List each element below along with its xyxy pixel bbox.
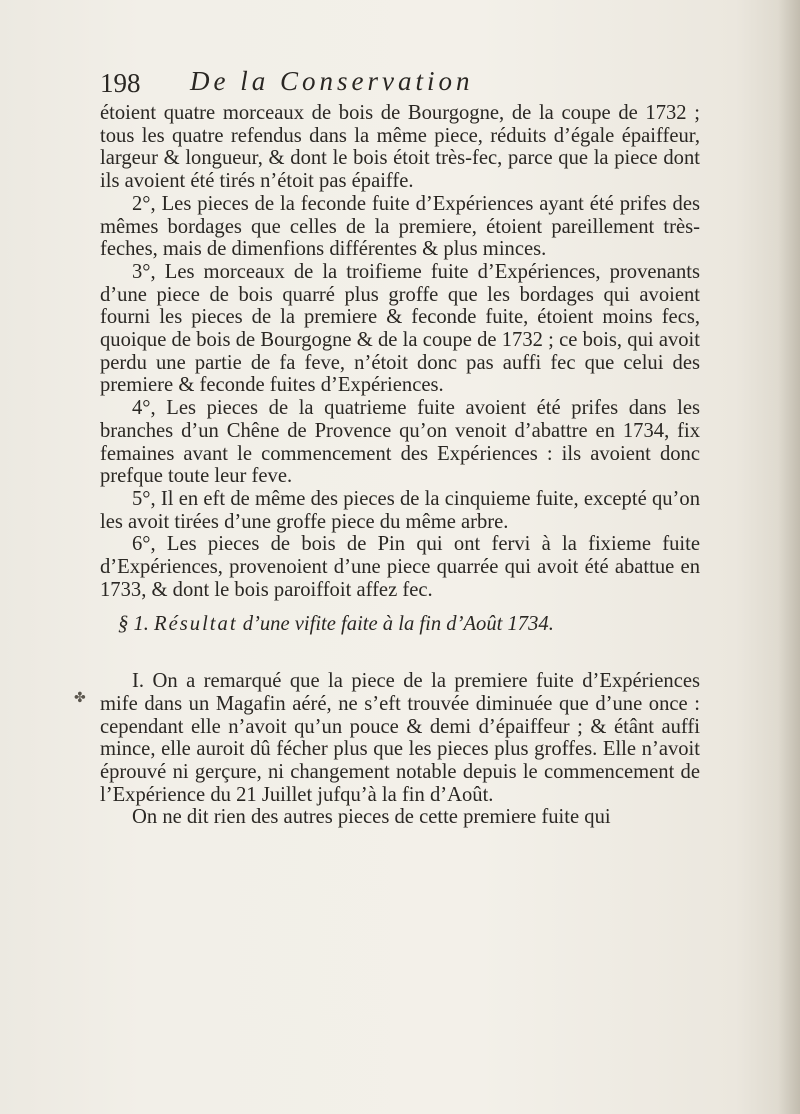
paragraph-item-2: 2°, Les pieces de la feconde fuite d’Expériences ayant été prifes des mêmes bordages que celles de la premiere, étoient pareillement très-feches, mais de dimenfions différentes & plus minces.	[100, 192, 700, 261]
paragraph-item-5: 5°, Il en eft de même des pieces de la cinquieme fuite, excepté qu’on les avoit tirées d’une groffe piece du même arbre.	[100, 487, 700, 533]
paragraph-item-6: 6°, Les pieces de bois de Pin qui ont fervi à la fixieme fuite d’Expériences, provenoient d’une piece quarrée qui avoit été abattue en 1733, & dont le bois paroiffoit affez fec.	[100, 533, 700, 601]
paragraph-result-2: On ne dit rien des autres pieces de cette premiere fuite qui	[132, 806, 611, 829]
section-title-rest: d’une vifite faite à la fin d’Août 1734.	[242, 613, 554, 636]
page-number: 198	[100, 68, 141, 98]
body-text	[100, 102, 700, 829]
running-title: De la Conservation	[190, 66, 474, 96]
paragraph-continuation: étoient quatre morceaux de bois de Bourgogne, de la coupe de 1732 ; tous les quatre refendus dans la même piece, réduits d’égale épaiffeur, largeur & longueur, & dont le bois étoit très-fec, parce que la piece dont ils avoient été tirés n’étoit pas épaiffe.	[100, 102, 700, 193]
paragraph-item-4: 4°, Les pieces de la quatrieme fuite avoient été prifes dans les branches d’un Chêne de Provence qu’on venoit d’abattre en 1734, fix femaines avant le commencement des Expériences : ils avoient donc prefque toute leur feve.	[100, 397, 700, 488]
page-header	[100, 62, 700, 102]
paragraph-item-3: 3°, Les morceaux de la troifieme fuite d’Expériences, provenants d’une piece de bois quarré plus groffe que les bordages qui avoient fourni les pieces de la premiere & feconde fuite, étoient moins fecs, quoique de bois de Bourgogne & de la coupe de 1732 ; ce bois, qui avoit perdu une partie de fa feve, n’étoit donc pas auffi fec que celui des premiere & feconde fuites d’Expériences.	[100, 260, 700, 397]
paragraph-result-1: I. On a remarqué que la piece de la premiere fuite d’Expériences mife dans un Magafin aéré, ne s’eft trouvée diminuée que d’une once : cependant elle n’avoit qu’un pouce & demi d’épaiffeur ; & étânt auffi mince, elle auroit dû fécher plus que les pieces plus groffes. Elle n’avoit éprouvé ni gerçure, ni changement notable depuis le commencement de l’Expérience du 21 Juillet jufqu’à la fin d’Août.	[100, 670, 700, 806]
printed-mark-icon: ✤	[74, 691, 86, 706]
section-number: § 1.	[118, 613, 149, 636]
page-edge-shadow	[778, 0, 800, 1114]
section-heading	[100, 613, 700, 636]
section-title-caps: Résultat	[154, 613, 238, 636]
